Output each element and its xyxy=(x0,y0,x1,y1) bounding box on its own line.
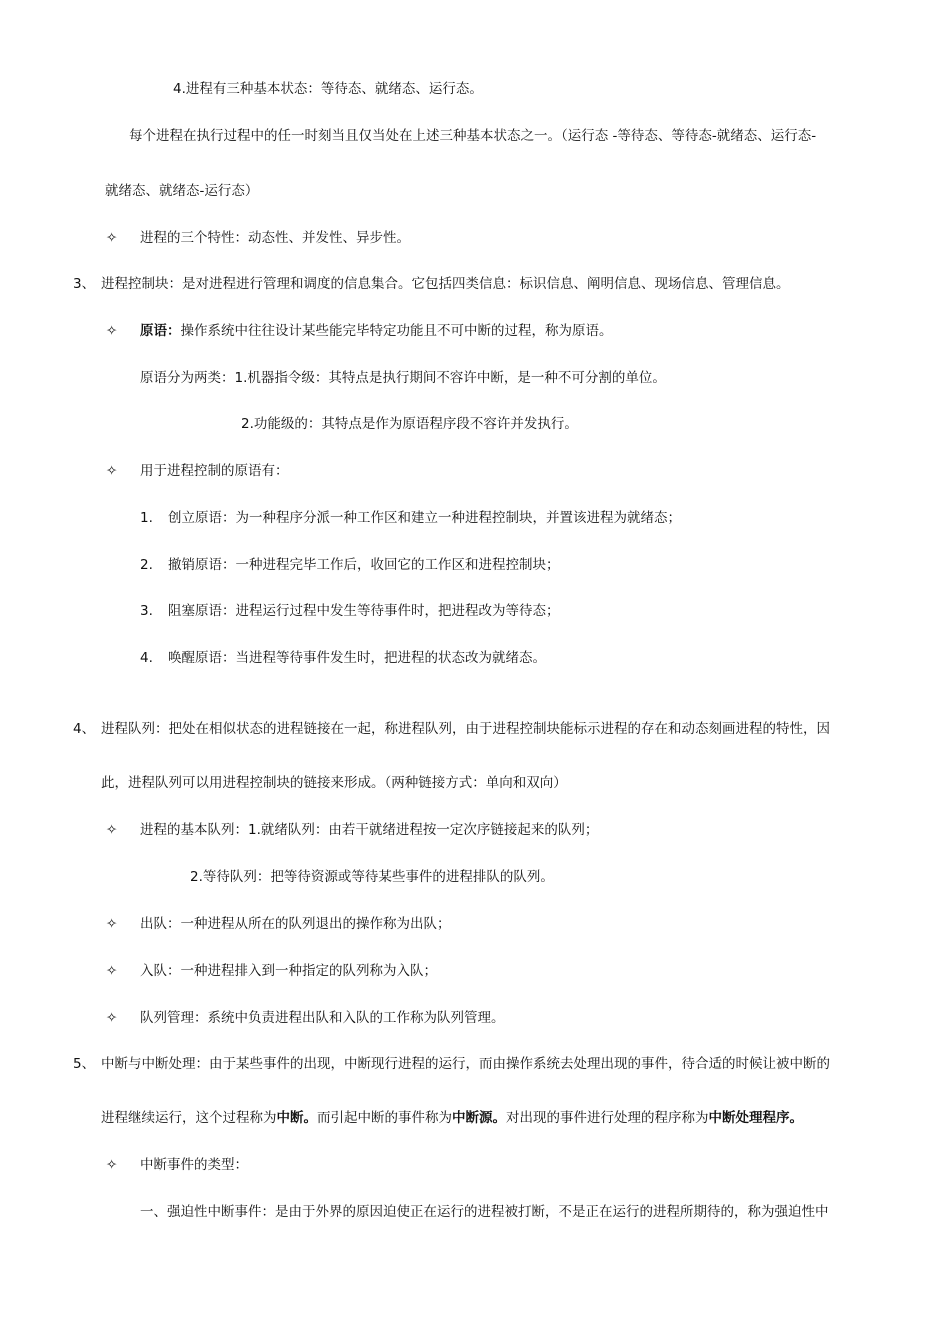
text-line: 用于进程控制的原语有： xyxy=(140,463,289,479)
bullet-icon: ✧ xyxy=(106,822,118,838)
section-number: 5、 xyxy=(73,1056,96,1072)
list-item: 创立原语：为一种程序分派一种工作区和建立一种进程控制块，并置该进程为就绪态； xyxy=(168,510,681,526)
bullet-icon: ✧ xyxy=(106,1157,118,1173)
text-line: 每个进程在执行过程中的任一时刻当且仅当处在上述三种基本状态之一。（运行态 -等待态、等待态-就绪态、运行态- xyxy=(129,128,817,144)
term-bold: 原语： xyxy=(140,323,181,339)
text-line: 原语分为两类：1.机器指令级：其特点是执行期间不容许中断，是一种不可分割的单位。 xyxy=(140,370,666,386)
section-heading: 中断与中断处理：由于某些事件的出现，中断现行进程的运行，而由操作系统去处理出现的事件，待合适的时候让被中断的 xyxy=(101,1056,830,1072)
text-line: 就绪态、就绪态-运行态） xyxy=(105,183,259,199)
list-number: 3. xyxy=(140,603,153,619)
bullet-icon: ✧ xyxy=(106,1010,118,1026)
text-line: 进程继续运行，这个过程称为中断。而引起中断的事件称为中断源。对出现的事件进行处理的程序称为中断处理程序。 xyxy=(101,1110,803,1126)
text-line: 2.等待队列：把等待资源或等待某些事件的进程排队的队列。 xyxy=(190,869,554,885)
list-number: 1. xyxy=(140,510,153,526)
text-line: 出队：一种进程从所在的队列退出的操作称为出队； xyxy=(140,916,451,932)
text-line: 原语：操作系统中往往设计某些能完毕特定功能且不可中断的过程，称为原语。 xyxy=(140,323,613,339)
list-item: 阻塞原语：进程运行过程中发生等待事件时，把进程改为等待态； xyxy=(168,603,560,619)
text-line: 进程的三个特性：动态性、并发性、异步性。 xyxy=(140,230,410,246)
section-heading: 进程控制块：是对进程进行管理和调度的信息集合。它包括四类信息：标识信息、阐明信息、现场信息、管理信息。 xyxy=(101,276,790,292)
section-number: 4、 xyxy=(73,721,96,737)
list-item: 唤醒原语：当进程等待事件发生时，把进程的状态改为就绪态。 xyxy=(168,650,546,666)
text-line: 中断事件的类型： xyxy=(140,1157,248,1173)
term-bold: 中断源。 xyxy=(452,1110,506,1126)
text-line: 2.功能级的：其特点是作为原语程序段不容许并发执行。 xyxy=(241,416,578,432)
text-line: 4.进程有三种基本状态：等待态、就绪态、运行态。 xyxy=(173,81,483,97)
text-line: 入队：一种进程排入到一种指定的队列称为入队； xyxy=(140,963,437,979)
term-bold: 中断处理程序。 xyxy=(708,1110,803,1126)
list-number: 2. xyxy=(140,557,153,573)
section-number: 3、 xyxy=(73,276,96,292)
term-bold: 中断。 xyxy=(276,1110,317,1126)
text-line: 此，进程队列可以用进程控制块的链接来形成。（两种链接方式：单向和双向） xyxy=(101,775,567,791)
bullet-icon: ✧ xyxy=(106,323,118,339)
text-line: 一、强迫性中断事件：是由于外界的原因迫使正在运行的进程被打断，不是正在运行的进程所期待的，称为强迫性中 xyxy=(140,1204,829,1220)
bullet-icon: ✧ xyxy=(106,230,118,246)
list-number: 4. xyxy=(140,650,153,666)
text-line: 进程的基本队列：1.就绪队列：由若干就绪进程按一定次序链接起来的队列； xyxy=(140,822,599,838)
section-heading: 进程队列：把处在相似状态的进程链接在一起，称进程队列，由于进程控制块能标示进程的存在和动态刻画进程的特性，因 xyxy=(101,721,830,737)
list-item: 撤销原语：一种进程完毕工作后，收回它的工作区和进程控制块； xyxy=(168,557,560,573)
bullet-icon: ✧ xyxy=(106,963,118,979)
bullet-icon: ✧ xyxy=(106,463,118,479)
text-line: 队列管理：系统中负责进程出队和入队的工作称为队列管理。 xyxy=(140,1010,505,1026)
bullet-icon: ✧ xyxy=(106,916,118,932)
